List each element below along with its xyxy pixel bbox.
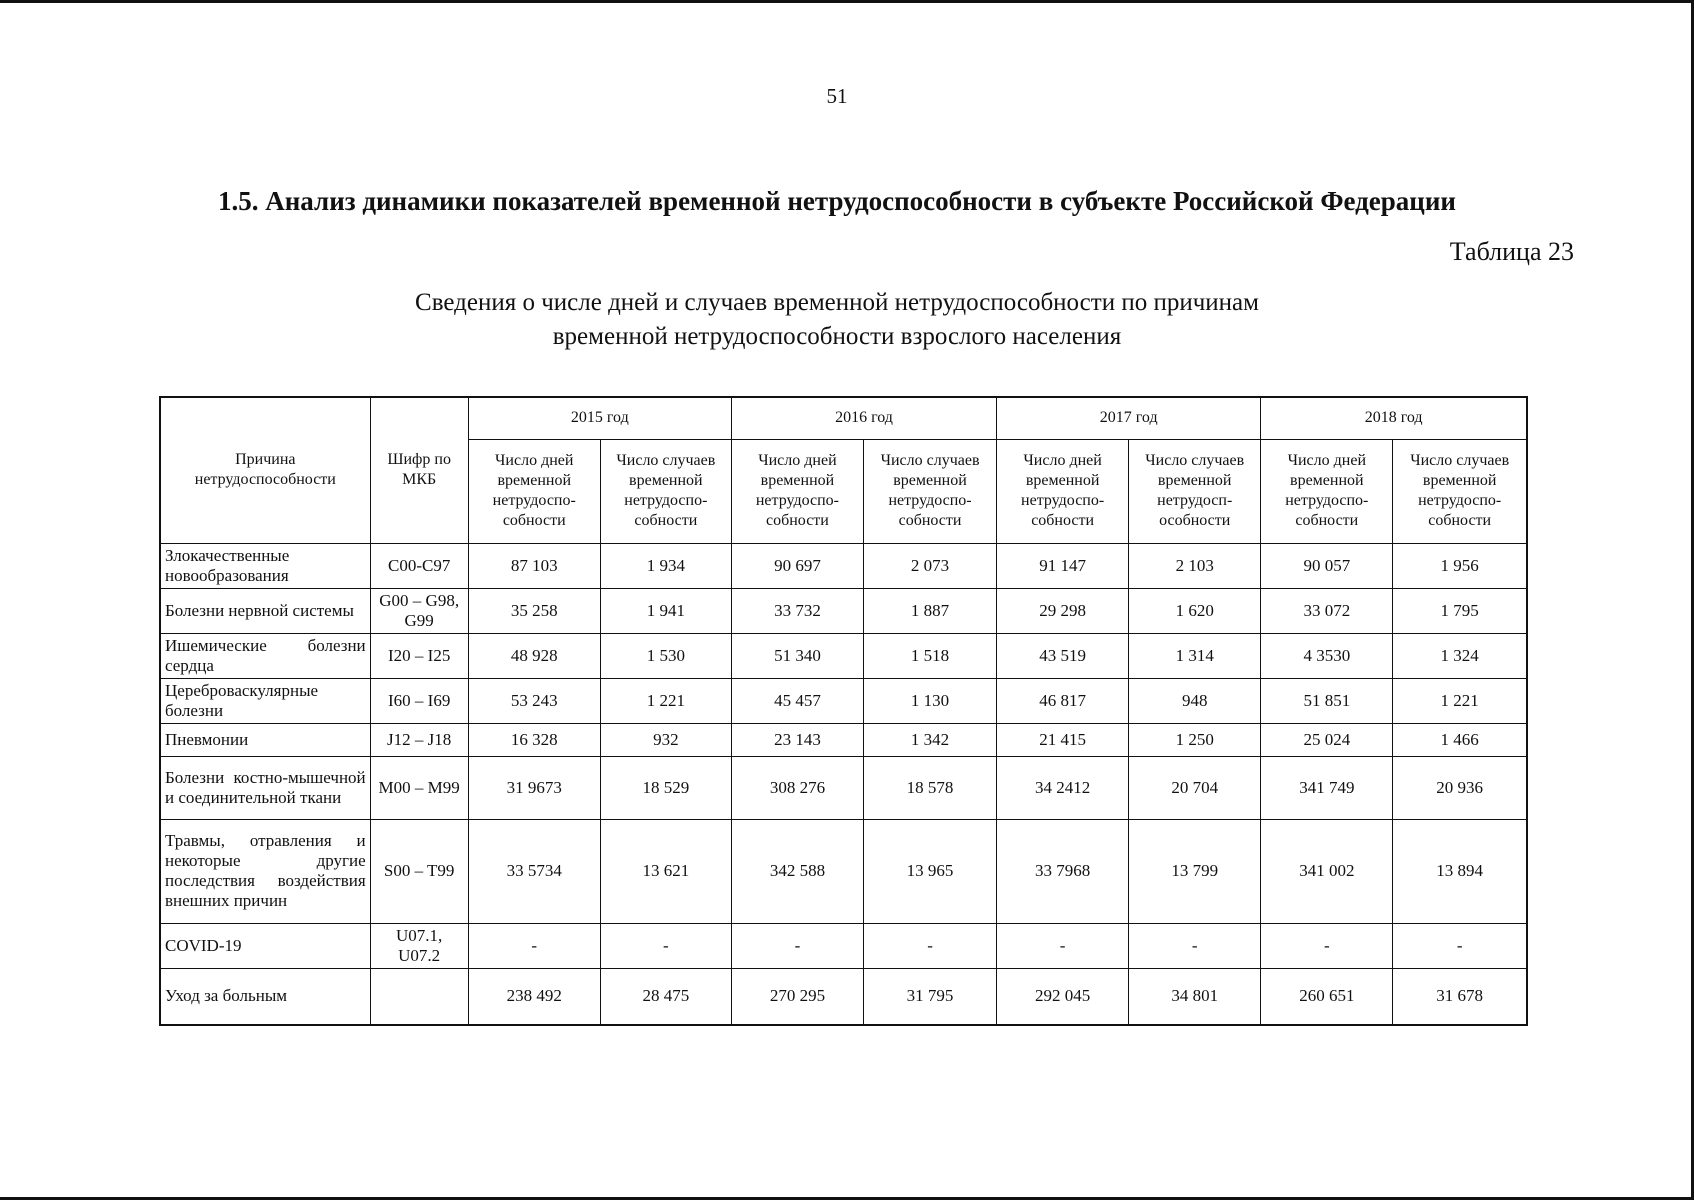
value-cell: 1 941 [600,588,731,633]
value-cell: 13 894 [1393,819,1527,923]
cause-cell: Пневмонии [160,723,370,756]
value-cell: - [1129,923,1261,968]
table-row [160,819,1527,923]
value-cell: 43 519 [997,633,1129,678]
icd-code-cell: G00 – G98, G99 [370,588,468,633]
table-row [160,923,1527,968]
value-cell: 2 073 [863,543,996,588]
value-cell: 342 588 [731,819,863,923]
value-cell: 90 057 [1261,543,1393,588]
value-cell: 21 415 [997,723,1129,756]
section-title: 1.5. Анализ динамики показателей временной нетрудоспособности в субъекте Российской Федерации [218,186,1456,216]
table-row [160,678,1527,723]
icd-code-cell: I20 – I25 [370,633,468,678]
icd-code-cell: U07.1, U07.2 [370,923,468,968]
value-cell: 20 704 [1129,756,1261,819]
value-cell: 13 965 [863,819,996,923]
table-row [160,543,1527,588]
cause-cell: Ишемические болезни сердца [160,633,370,678]
cause-cell: Злокачественные новообразования [160,543,370,588]
header-year-2018: 2018 год [1261,397,1527,439]
value-cell: 1 130 [863,678,996,723]
cause-cell: Травмы, отравления и некоторые другие последствия воздействия внешних причин [160,819,370,923]
value-cell: 260 651 [1261,968,1393,1025]
icd-code-cell [370,968,468,1025]
value-cell: 31 795 [863,968,996,1025]
header-sub-cases-2017: Число случаев временной нетрудосп-особности [1129,439,1261,543]
value-cell: 51 340 [731,633,863,678]
value-cell: 341 749 [1261,756,1393,819]
table-caption [0,286,1674,354]
header-sub-days-2017: Число дней временной нетрудоспо-собности [997,439,1129,543]
cause-cell: Цереброваскулярные болезни [160,678,370,723]
value-cell: 1 221 [1393,678,1527,723]
icd-code-cell: M00 – M99 [370,756,468,819]
header-code: Шифр по МКБ [370,397,468,543]
value-cell: 28 475 [600,968,731,1025]
value-cell: 87 103 [468,543,600,588]
table-row [160,723,1527,756]
cause-cell: Болезни нервной системы [160,588,370,633]
value-cell: 1 795 [1393,588,1527,633]
value-cell: 45 457 [731,678,863,723]
value-cell: 1 620 [1129,588,1261,633]
value-cell: 4 3530 [1261,633,1393,678]
value-cell: 35 258 [468,588,600,633]
value-cell: 25 024 [1261,723,1393,756]
scan-border-top [0,0,1694,3]
header-sub-days-2018: Число дней временной нетрудоспо-собности [1261,439,1393,543]
table-row [160,756,1527,819]
icd-code-cell: I60 – I69 [370,678,468,723]
value-cell: 292 045 [997,968,1129,1025]
cause-cell: COVID-19 [160,923,370,968]
value-cell: 23 143 [731,723,863,756]
value-cell: 33 5734 [468,819,600,923]
header-sub-cases-2016: Число случаев временной нетрудоспо-собности [863,439,996,543]
header-year-2015: 2015 год [468,397,731,439]
value-cell: 34 801 [1129,968,1261,1025]
value-cell: 238 492 [468,968,600,1025]
table-row [160,633,1527,678]
icd-code-cell: S00 – T99 [370,819,468,923]
value-cell: 1 934 [600,543,731,588]
value-cell: 33 072 [1261,588,1393,633]
value-cell: 33 732 [731,588,863,633]
value-cell: 53 243 [468,678,600,723]
value-cell: 16 328 [468,723,600,756]
table-caption-line-2: временной нетрудоспособности взрослого населения [552,323,1122,350]
value-cell: - [1261,923,1393,968]
value-cell: 29 298 [997,588,1129,633]
value-cell: - [997,923,1129,968]
table-caption-line-1: Сведения о числе дней и случаев временной нетрудоспособности по причинам [415,289,1259,316]
header-sub-cases-2015: Число случаев временной нетрудоспо-собности [600,439,731,543]
table-row [160,968,1527,1025]
value-cell: - [600,923,731,968]
value-cell: 948 [1129,678,1261,723]
value-cell: 91 147 [997,543,1129,588]
value-cell: 1 518 [863,633,996,678]
value-cell: - [1393,923,1527,968]
value-cell: 308 276 [731,756,863,819]
header-sub-days-2016: Число дней временной нетрудоспо-собности [731,439,863,543]
value-cell: 90 697 [731,543,863,588]
value-cell: 270 295 [731,968,863,1025]
value-cell: 33 7968 [997,819,1129,923]
header-year-2016: 2016 год [731,397,996,439]
value-cell: 2 103 [1129,543,1261,588]
value-cell: 18 578 [863,756,996,819]
value-cell: 1 221 [600,678,731,723]
value-cell: 1 324 [1393,633,1527,678]
value-cell: 20 936 [1393,756,1527,819]
value-cell: 13 621 [600,819,731,923]
value-cell: 341 002 [1261,819,1393,923]
page-number: 51 [826,84,848,108]
icd-code-cell: С00-С97 [370,543,468,588]
value-cell: - [731,923,863,968]
value-cell: 932 [600,723,731,756]
value-cell: 1 887 [863,588,996,633]
header-year-2017: 2017 год [997,397,1261,439]
value-cell: 34 2412 [997,756,1129,819]
value-cell: 1 314 [1129,633,1261,678]
cause-cell: Болезни костно-мышечной и соединительной ткани [160,756,370,819]
value-cell: 31 9673 [468,756,600,819]
table-label: Таблица 23 [1449,237,1574,266]
value-cell: 1 956 [1393,543,1527,588]
value-cell: - [468,923,600,968]
value-cell: 46 817 [997,678,1129,723]
value-cell: 1 466 [1393,723,1527,756]
icd-code-cell: J12 – J18 [370,723,468,756]
value-cell: 48 928 [468,633,600,678]
value-cell: 1 530 [600,633,731,678]
value-cell: 51 851 [1261,678,1393,723]
value-cell: - [863,923,996,968]
header-cause: Причина нетрудоспособности [160,397,370,543]
header-sub-days-2015: Число дней временной нетрудоспо-собности [468,439,600,543]
header-sub-cases-2018: Число случаев временной нетрудоспо-собности [1393,439,1527,543]
value-cell: 18 529 [600,756,731,819]
cause-cell: Уход за больным [160,968,370,1025]
value-cell: 1 342 [863,723,996,756]
disability-table [159,396,1528,1026]
table-row [160,588,1527,633]
value-cell: 1 250 [1129,723,1261,756]
value-cell: 31 678 [1393,968,1527,1025]
value-cell: 13 799 [1129,819,1261,923]
